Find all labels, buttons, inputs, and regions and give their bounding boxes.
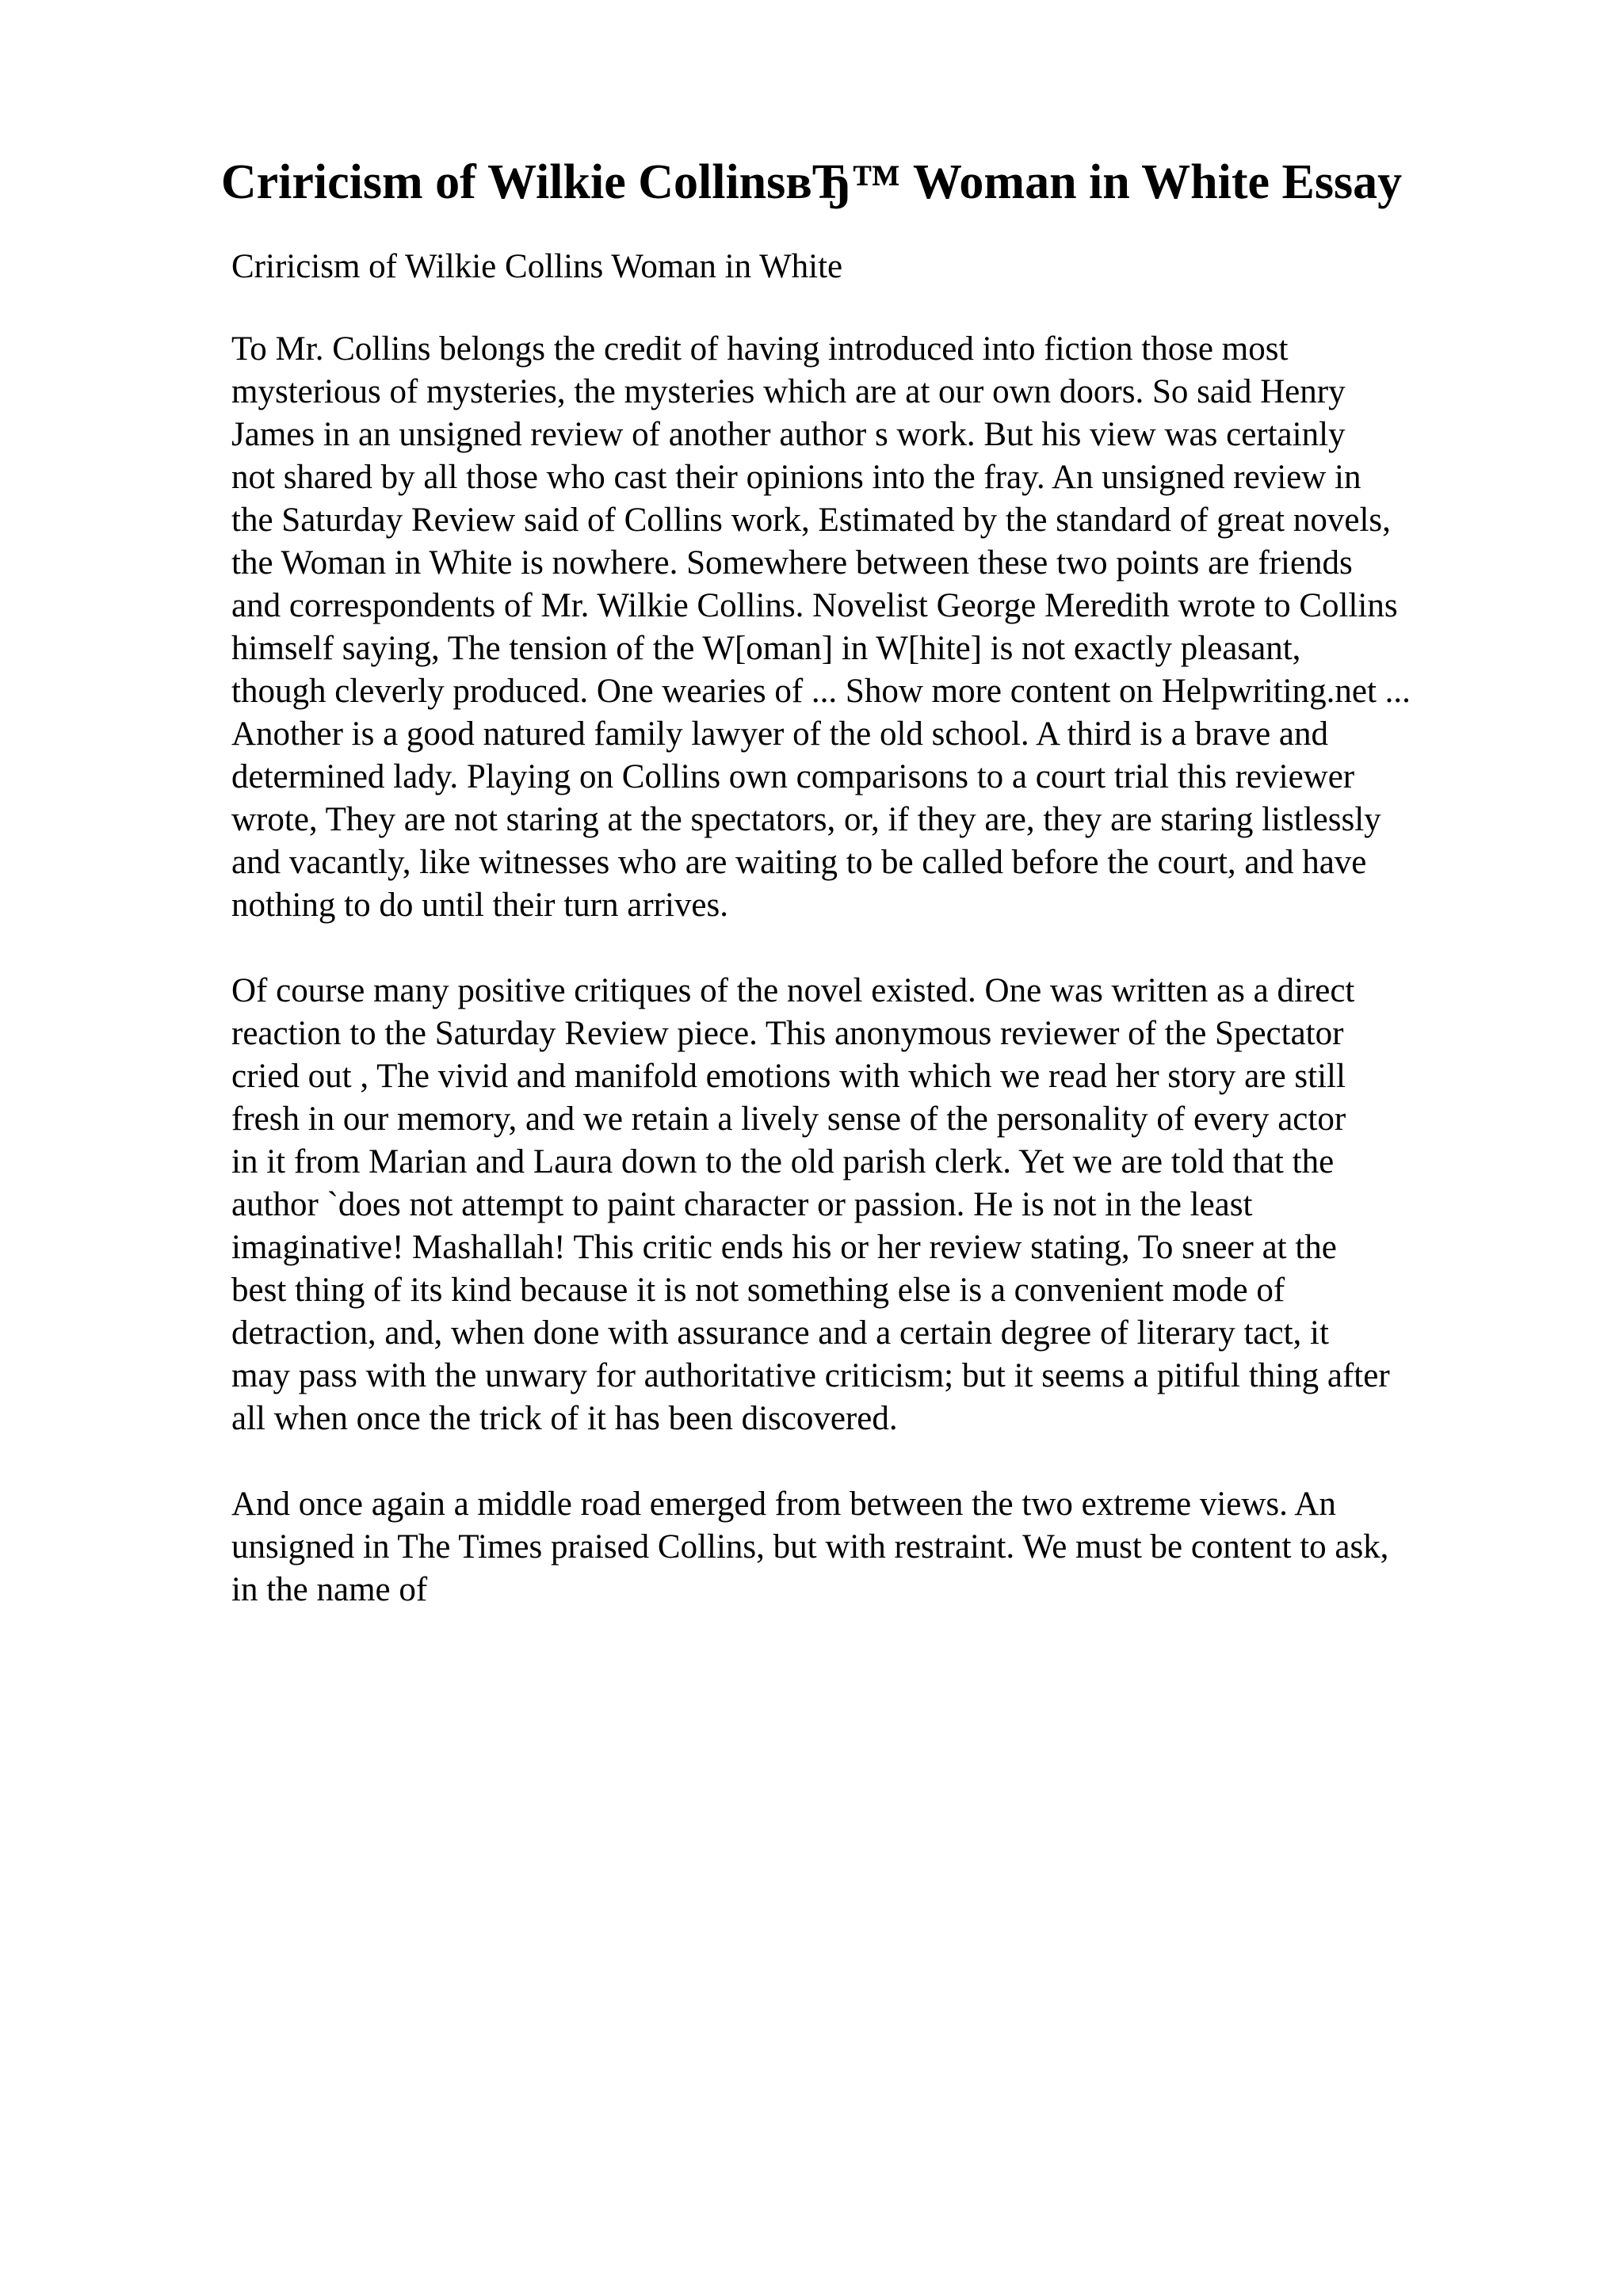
- text-line: and vacantly, like witnesses who are waiting to be called before the court, and have: [231, 844, 1367, 881]
- text-line: detraction, and, when done with assurance and a certain degree of literary tact, it: [231, 1314, 1329, 1352]
- text-line: cried out , The vivid and manifold emotions with which we read her story are still: [231, 1058, 1346, 1095]
- text-line: To Mr. Collins belongs the credit of having introduced into fiction those most: [231, 330, 1289, 368]
- paragraph-1: [231, 328, 1594, 927]
- text-line: James in an unsigned review of another author s work. But his view was certainly: [231, 416, 1346, 453]
- text-line: reaction to the Saturday Review piece. This anonymous reviewer of the Spectator: [231, 1015, 1344, 1052]
- text-line: unsigned in The Times praised Collins, but with restraint. We must be content to ask,: [231, 1528, 1389, 1566]
- text-line: himself saying, The tension of the W[oman] in W[hite] is not exactly pleasant,: [231, 630, 1301, 667]
- text-line: in the name of: [231, 1571, 428, 1608]
- text-line: though cleverly produced. One wearies of ... Show more content on Helpwriting.net ...: [231, 673, 1411, 710]
- text-line: imaginative! Mashallah! This critic ends his or her review stating, To sneer at the: [231, 1229, 1337, 1266]
- document-subtitle: Criricism of Wilkie Collins Woman in White: [231, 248, 843, 285]
- text-line: may pass with the unwary for authoritative criticism; but it seems a pitiful thing after: [231, 1357, 1390, 1394]
- text-line: And once again a middle road emerged from between the two extreme views. An: [231, 1486, 1336, 1523]
- paragraph-2: [231, 970, 1594, 1440]
- text-line: all when once the trick of it has been discovered.: [231, 1400, 898, 1437]
- document-body: [231, 246, 1594, 1654]
- text-line: determined lady. Playing on Collins own comparisons to a court trial this reviewer: [231, 758, 1355, 795]
- paragraph-3: [231, 1483, 1594, 1611]
- text-line: mysterious of mysteries, the mysteries which are at our own doors. So said Henry: [231, 373, 1346, 410]
- text-line: nothing to do until their turn arrives.: [231, 887, 728, 924]
- text-line: Of course many positive critiques of the novel existed. One was written as a direct: [231, 972, 1355, 1009]
- text-line: author `does not attempt to paint character or passion. He is not in the least: [231, 1186, 1253, 1223]
- text-line: and correspondents of Mr. Wilkie Collins. Novelist George Meredith wrote to Collins: [231, 587, 1398, 624]
- document-title: Criricism of Wilkie CollinsвЂ™ Woman in White Essay: [220, 155, 1403, 209]
- text-line: wrote, They are not staring at the spectators, or, if they are, they are staring listlessly: [231, 801, 1381, 838]
- text-line: in it from Marian and Laura down to the old parish clerk. Yet we are told that the: [231, 1143, 1335, 1180]
- text-line: not shared by all those who cast their opinions into the fray. An unsigned review in: [231, 459, 1361, 496]
- text-line: fresh in our memory, and we retain a lively sense of the personality of every actor: [231, 1100, 1346, 1138]
- text-line: Another is a good natured family lawyer of the old school. A third is a brave and: [231, 715, 1329, 753]
- text-line: best thing of its kind because it is not something else is a convenient mode of: [231, 1272, 1285, 1309]
- text-line: the Saturday Review said of Collins work, Estimated by the standard of great novels,: [231, 502, 1391, 539]
- text-line: the Woman in White is nowhere. Somewhere between these two points are friends: [231, 544, 1353, 582]
